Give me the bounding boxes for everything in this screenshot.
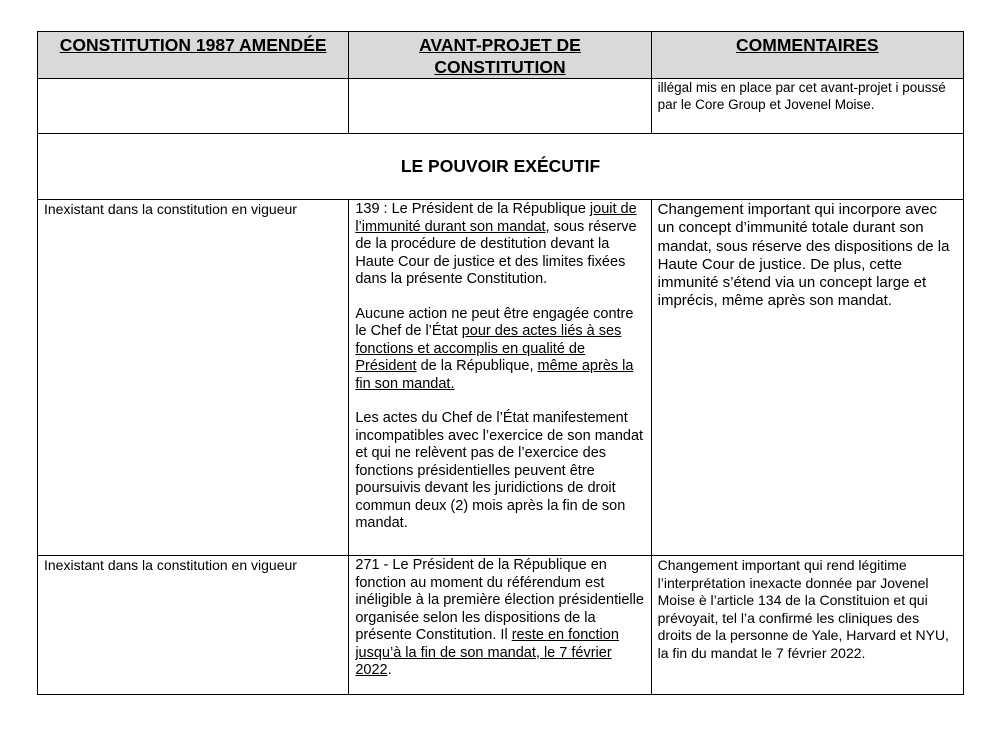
article-139-para-3: Les actes du Chef de l’État manifestement incompatibles avec l’exercice de son mandat et qui ne relèvent pas de l’exercice des fonctions présidentielles peuvent être poursuivis devant les juridictions de droit commun deux (2) mois après la fin de son mandat. [355, 410, 644, 531]
section-row [38, 134, 964, 200]
table-row-continued [38, 79, 964, 134]
text-span: . [387, 662, 392, 678]
underlined-text: reste en fonction jusqu’à la fin de son mandat, le 7 février 2022 [355, 627, 619, 678]
header-avant-projet: AVANT-PROJET DE CONSTITUTION [349, 32, 651, 79]
cell-271-existing: Inexistant dans la constitution en vigueur [38, 556, 349, 695]
cell-139-comment: Changement important qui incorpore avec un concept d’immunité totale durant son mandat, sous réserve des dispositions de la Haute Cour de justice. De plus, cette immunité s’étend via un concept large et imprécis, même après son mandat. [651, 200, 963, 556]
text-span: Aucune action ne peut être engagée contre le Chef de l’État [355, 305, 634, 339]
cell-continued-col2 [349, 79, 651, 134]
table-row-article-271 [38, 556, 964, 695]
text-span: 271 - Le Président de la République en fonction au moment du référendum est inéligible à la première élection présidentielle organisée selon les dispositions de la présente Constitution. Il [355, 557, 644, 643]
header-constitution-1987: CONSTITUTION 1987 AMENDÉE [38, 32, 349, 79]
table-header-row [38, 32, 964, 79]
text-span: 139 : Le Président de la République [355, 201, 590, 217]
article-139-para-1 [355, 201, 644, 289]
constitution-comparison-table [37, 31, 964, 695]
underlined-text: jouit de l’immunité durant son mandat [355, 201, 637, 235]
cell-271-comment: Changement important qui rend légitime l’interprétation inexacte donnée par Jovenel Moise è l’article 134 de la Constituion et qui prévoyait, tel l’a confirmé les cliniques des droits de la personne de Yale, Harvard et NYU, la fin du mandat le 7 février 2022. [651, 556, 963, 695]
cell-271-projet [349, 556, 651, 695]
table-row-article-139 [38, 200, 964, 556]
cell-139-projet [349, 200, 651, 556]
cell-139-existing: Inexistant dans la constitution en vigueur [38, 200, 349, 556]
article-139-para-2 [355, 306, 644, 394]
header-commentaires: COMMENTAIRES [651, 32, 963, 79]
cell-continued-col1 [38, 79, 349, 134]
text-span: , sous réserve de la procédure de destitution devant la Haute Cour de justice et des limites fixées dans la présente Constitution. [355, 218, 637, 287]
text-span: de la République, [416, 358, 538, 374]
section-title: LE POUVOIR EXÉCUTIF [38, 134, 964, 200]
cell-continued-comment: illégal mis en place par cet avant-projet i poussé par le Core Group et Jovenel Moise. [651, 79, 963, 134]
underlined-text: pour des actes liés à ses fonctions et accomplis en qualité de Président [355, 323, 622, 374]
underlined-text: même après la fin son mandat. [355, 358, 634, 392]
